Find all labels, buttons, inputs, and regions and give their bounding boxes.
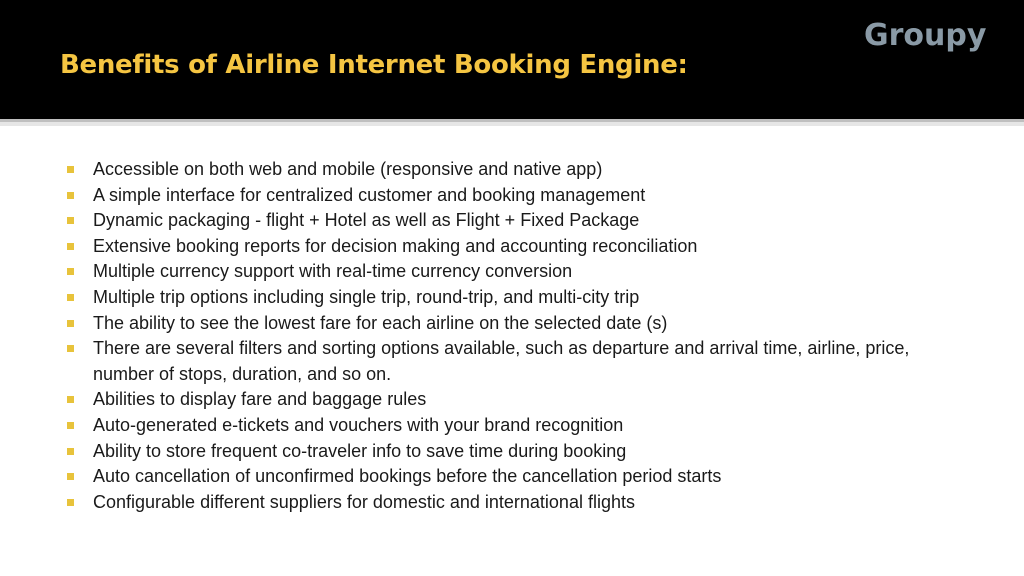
bullet-list [64,157,964,515]
bullet-item [64,183,964,209]
square-bullet-icon [67,243,74,250]
square-bullet-icon [67,320,74,327]
bullet-item [64,413,964,439]
bullet-text: Abilities to display fare and baggage rules [93,389,427,410]
bullet-text: Extensive booking reports for decision making and accounting reconciliation [93,235,698,256]
bullet-text: Dynamic packaging - flight + Hotel as well as Flight + Fixed Package [93,210,640,231]
bullet-item [64,336,964,387]
bullet-item [64,208,964,234]
square-bullet-icon [67,499,74,506]
bullet-item [64,259,964,285]
square-bullet-icon [67,473,74,480]
header-divider-shadow [0,122,1024,126]
square-bullet-icon [67,345,74,352]
bullet-text: Auto cancellation of unconfirmed bookings before the cancellation period starts [93,466,722,487]
groupy-logo-graphic [864,14,1014,54]
bullet-text: Auto-generated e-tickets and vouchers with your brand recognition [93,414,624,435]
slide-title: Benefits of Airline Internet Booking Engine: [60,50,688,80]
bullet-text: There are several filters and sorting options available, such as departure and arrival time, airline, price, number of stops, duration, and so on. [93,338,910,384]
bullet-item [64,234,964,260]
header-bar [0,0,1024,119]
bullet-item [64,157,964,183]
square-bullet-icon [67,294,74,301]
bullet-item [64,490,964,516]
bullet-item [64,464,964,490]
bullet-item [64,285,964,311]
logo-text: Groupy [864,18,987,53]
bullet-item [64,439,964,465]
bullet-text: Configurable different suppliers for domestic and international flights [93,491,635,512]
bullet-text: Multiple trip options including single trip, round-trip, and multi-city trip [93,286,640,307]
square-bullet-icon [67,217,74,224]
bullet-text: A simple interface for centralized customer and booking management [93,184,646,205]
bullet-text: Accessible on both web and mobile (responsive and native app) [93,159,603,179]
groupy-logo [864,14,1014,54]
bullet-text: The ability to see the lowest fare for each airline on the selected date (s) [93,312,668,333]
bullet-text: Ability to store frequent co-traveler info to save time during booking [93,440,627,461]
square-bullet-icon [67,192,74,199]
square-bullet-icon [67,448,74,455]
bullet-text: Multiple currency support with real-time currency conversion [93,261,573,282]
square-bullet-icon [67,396,74,403]
bullet-item [64,311,964,337]
square-bullet-icon [67,422,74,429]
bullet-item [64,387,964,413]
square-bullet-icon [67,268,74,275]
square-bullet-icon [67,166,74,173]
